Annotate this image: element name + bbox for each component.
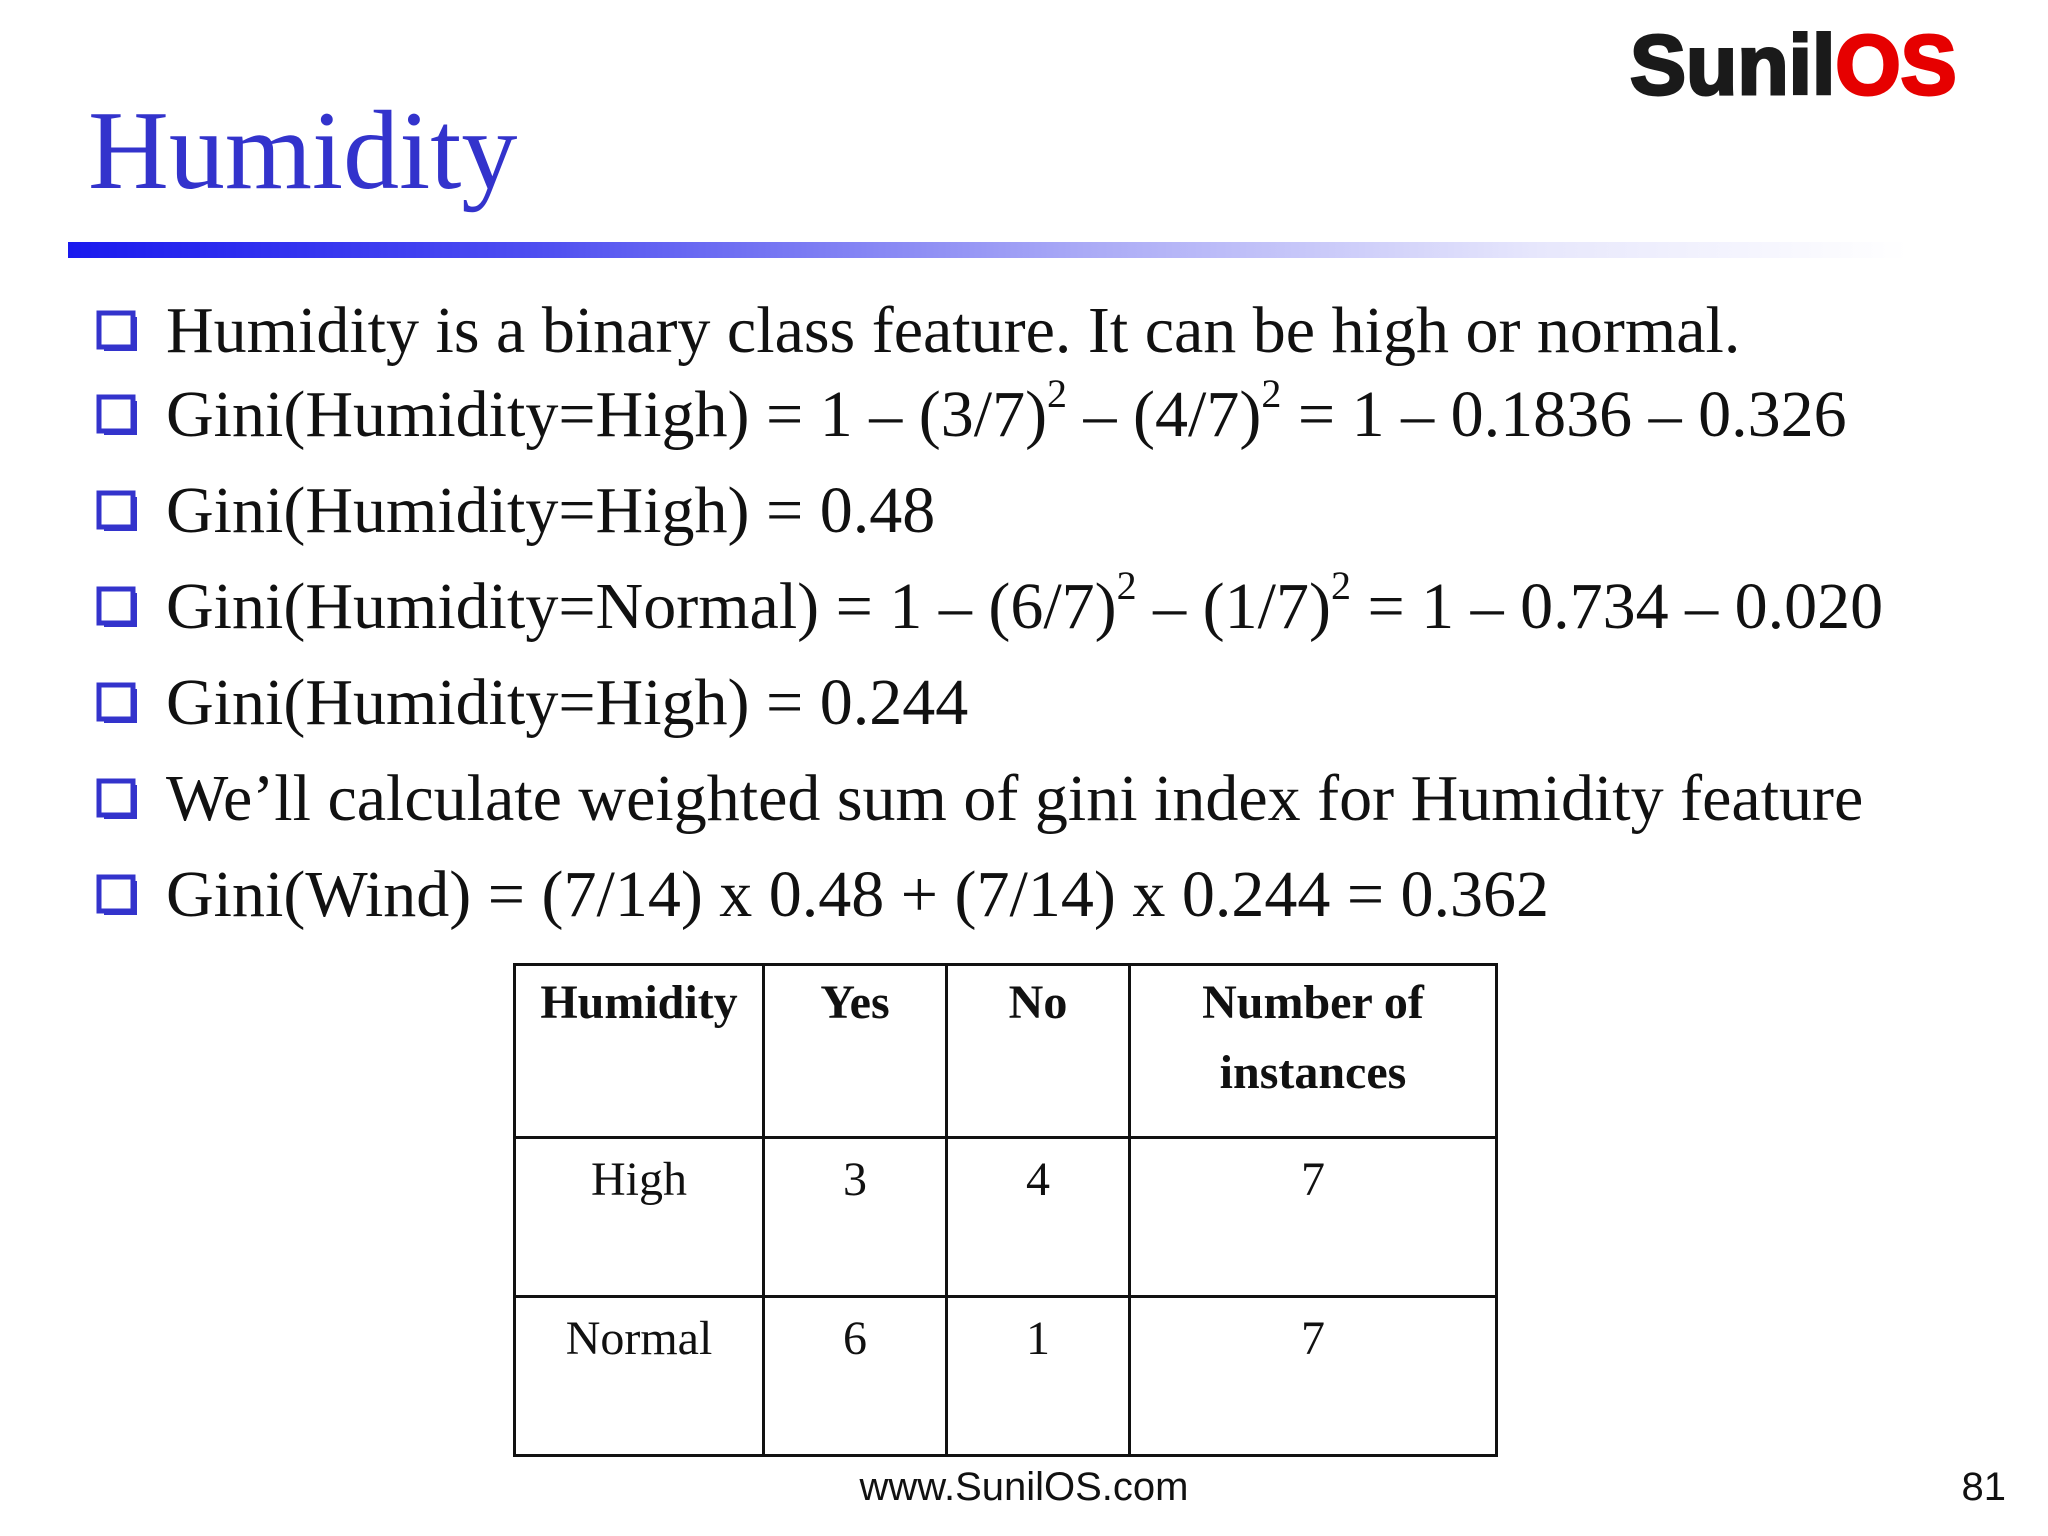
formula-part: = 1 – 0.1836 – 0.326 xyxy=(1281,378,1847,451)
column-header-humidity: Humidity xyxy=(515,965,764,1138)
bullet-item-7 xyxy=(96,850,1549,940)
formula-part: = 1 – 0.734 – 0.020 xyxy=(1350,570,1884,643)
bullet-text-7: Gini(Wind) = (7/14) x 0.48 + (7/14) x 0.244 = 0.362 xyxy=(166,858,1550,931)
table-header-row xyxy=(515,965,1497,1138)
formula-part: Gini(Humidity=High) = 1 – (3/7) xyxy=(166,378,1048,451)
table-row xyxy=(515,1138,1497,1297)
table-cell: 7 xyxy=(1130,1138,1497,1297)
square-bullet-icon xyxy=(96,286,138,376)
square-bullet-icon xyxy=(96,562,138,652)
formula-part: – (4/7) xyxy=(1067,378,1262,451)
page-title: Humidity xyxy=(88,89,518,213)
page-number: 81 xyxy=(1961,1465,2006,1509)
column-header-yes: Yes xyxy=(764,965,947,1138)
square-bullet-icon xyxy=(96,658,138,748)
exponent: 2 xyxy=(1047,371,1068,416)
bullet-item-6 xyxy=(96,754,1863,844)
humidity-table xyxy=(513,963,1498,1457)
table-cell: 1 xyxy=(947,1297,1130,1456)
square-bullet-icon xyxy=(96,754,138,844)
bullet-item-2 xyxy=(96,370,1847,460)
table-cell: 6 xyxy=(764,1297,947,1456)
bullet-item-1 xyxy=(96,286,1740,376)
table-cell: 3 xyxy=(764,1138,947,1297)
column-header-no: No xyxy=(947,965,1130,1138)
bullet-item-3 xyxy=(96,466,935,556)
table-cell: 4 xyxy=(947,1138,1130,1297)
exponent: 2 xyxy=(1261,371,1282,416)
column-header-instances: Number of instances xyxy=(1130,965,1497,1138)
footer-website: www.SunilOS.com xyxy=(859,1465,1189,1509)
bullet-text-1: Humidity is a binary class feature. It can be high or normal. xyxy=(166,294,1741,367)
exponent: 2 xyxy=(1330,563,1351,608)
bullet-text-2 xyxy=(166,370,1847,460)
logo-text-sunil: Sunil xyxy=(1630,22,1836,112)
table-cell: 7 xyxy=(1130,1297,1497,1456)
formula-part: Gini(Humidity=Normal) = 1 – (6/7) xyxy=(166,570,1117,643)
bullet-text-4 xyxy=(166,562,1883,652)
table-cell: Normal xyxy=(515,1297,764,1456)
bullet-item-5 xyxy=(96,658,968,748)
table-row xyxy=(515,1297,1497,1456)
bullet-item-4 xyxy=(96,562,1883,652)
square-bullet-icon xyxy=(96,466,138,556)
bullet-text-6: We’ll calculate weighted sum of gini index for Humidity feature xyxy=(166,762,1864,835)
formula-part: – (1/7) xyxy=(1136,570,1331,643)
exponent: 2 xyxy=(1116,563,1137,608)
bullet-text-3: Gini(Humidity=High) = 0.48 xyxy=(166,474,936,547)
logo-text-os: OS xyxy=(1835,22,1957,112)
square-bullet-icon xyxy=(96,370,138,460)
bullet-text-5: Gini(Humidity=High) = 0.244 xyxy=(166,666,969,739)
table-cell: High xyxy=(515,1138,764,1297)
square-bullet-icon xyxy=(96,850,138,940)
